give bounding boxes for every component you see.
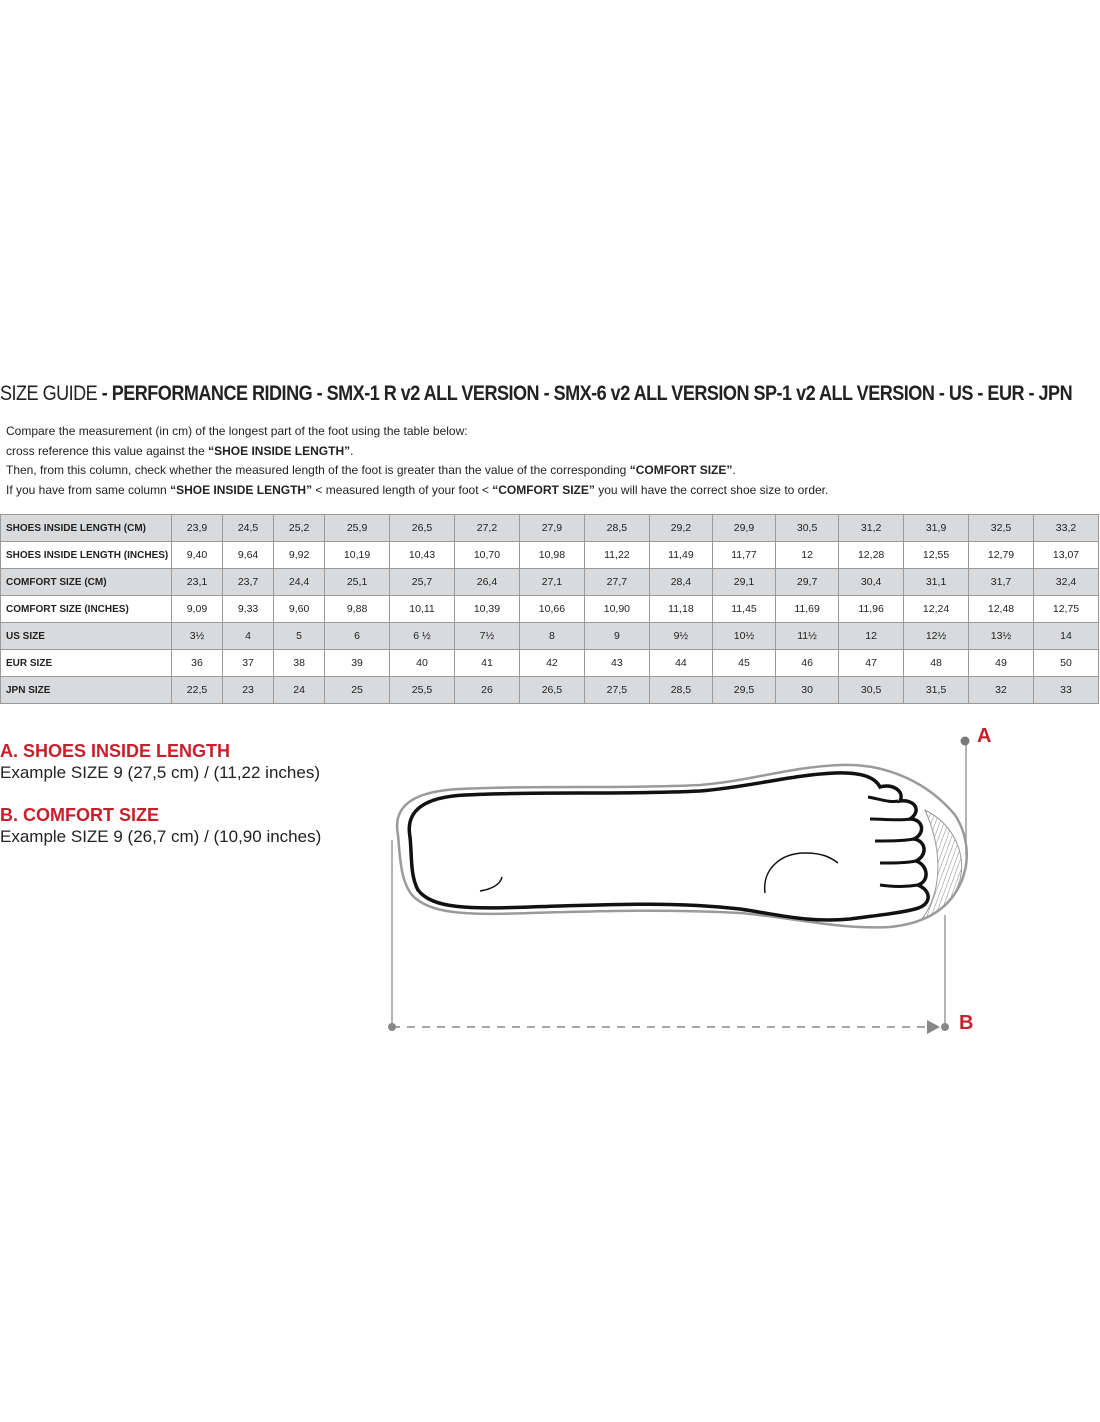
instruction-line-3 (6, 461, 828, 481)
table-cell: 31,1 (904, 569, 969, 596)
table-cell: 23,1 (172, 569, 223, 596)
table-cell: 13,07 (1034, 542, 1099, 569)
table-cell: 3½ (172, 623, 223, 650)
instruction-emphasis: “SHOE INSIDE LENGTH” (170, 482, 313, 497)
table-cell: 11,22 (584, 542, 649, 569)
table-cell: 9,60 (274, 596, 325, 623)
table-cell: 13½ (969, 623, 1034, 650)
toe-crease-1 (868, 797, 898, 802)
table-cell: 30,4 (839, 569, 904, 596)
table-cell: 40 (390, 650, 455, 677)
row-label: EUR SIZE (1, 650, 172, 677)
toe-crease-4 (880, 861, 916, 863)
table-cell: 6 ½ (390, 623, 455, 650)
table-row (1, 677, 1099, 704)
table-cell: 33 (1034, 677, 1099, 704)
table-cell: 32,5 (969, 515, 1034, 542)
table-cell: 37 (223, 650, 274, 677)
instruction-line-4 (6, 481, 828, 501)
table-cell: 23,7 (223, 569, 274, 596)
marker-a: A (977, 725, 992, 747)
table-cell: 10,66 (519, 596, 584, 623)
table-cell: 10,43 (390, 542, 455, 569)
table-cell: 12,55 (904, 542, 969, 569)
table-cell: 27,7 (584, 569, 649, 596)
table-cell: 41 (455, 650, 520, 677)
table-cell: 24 (274, 677, 325, 704)
table-cell: 43 (584, 650, 649, 677)
toe-crease-2 (870, 819, 910, 820)
table-cell: 29,2 (649, 515, 712, 542)
legend-b-text: Example SIZE 9 (26,7 cm) / (10,90 inches) (0, 827, 322, 846)
table-cell: 10,11 (390, 596, 455, 623)
toe-crease-5 (880, 885, 918, 887)
size-table-body (1, 515, 1099, 704)
row-label: COMFORT SIZE (CM) (1, 569, 172, 596)
table-row (1, 515, 1099, 542)
table-cell: 31,9 (904, 515, 969, 542)
title-prefix: SIZE GUIDE (0, 382, 98, 405)
legend (0, 740, 321, 868)
table-cell: 7½ (455, 623, 520, 650)
instruction-text: you will have the correct shoe size to order. (594, 482, 829, 497)
table-cell: 23 (223, 677, 274, 704)
table-cell: 30,5 (776, 515, 839, 542)
instruction-text: . (732, 463, 736, 477)
table-cell: 33,2 (1034, 515, 1099, 542)
row-label: COMFORT SIZE (INCHES) (1, 596, 172, 623)
table-row (1, 542, 1099, 569)
table-cell: 28,5 (584, 515, 649, 542)
table-cell: 26,5 (519, 677, 584, 704)
instruction-line-2 (6, 442, 828, 462)
table-cell: 9,33 (223, 596, 274, 623)
table-cell: 9½ (649, 623, 712, 650)
table-cell: 28,4 (649, 569, 712, 596)
instruction-text: Compare the measurement (in cm) of the longest part of the foot using the table below: (6, 424, 468, 438)
table-row (1, 650, 1099, 677)
table-cell: 12,24 (904, 596, 969, 623)
instruction-text: cross reference this value against the (6, 443, 209, 458)
instructions (6, 422, 828, 500)
table-cell: 49 (969, 650, 1034, 677)
table-cell: 25,2 (274, 515, 325, 542)
table-cell: 25,5 (390, 677, 455, 704)
a-point (961, 737, 970, 746)
table-cell: 31,2 (839, 515, 904, 542)
table-cell: 10½ (712, 623, 775, 650)
table-cell: 25,9 (325, 515, 390, 542)
instruction-emphasis: “COMFORT SIZE” (492, 482, 595, 497)
table-cell: 12,48 (969, 596, 1034, 623)
table-row (1, 623, 1099, 650)
table-cell: 9,09 (172, 596, 223, 623)
table-cell: 48 (904, 650, 969, 677)
table-cell: 23,9 (172, 515, 223, 542)
table-cell: 11,18 (649, 596, 712, 623)
table-cell: 12½ (904, 623, 969, 650)
instruction-text: If you have from same column (6, 482, 171, 497)
table-row (1, 596, 1099, 623)
table-cell: 10,90 (584, 596, 649, 623)
table-row (1, 569, 1099, 596)
table-cell: 26,5 (390, 515, 455, 542)
shoe-outline (397, 765, 967, 928)
row-label: US SIZE (1, 623, 172, 650)
table-cell: 9,92 (274, 542, 325, 569)
table-cell: 26,4 (455, 569, 520, 596)
table-cell: 10,19 (325, 542, 390, 569)
table-cell: 10,70 (455, 542, 520, 569)
table-cell: 24,4 (274, 569, 325, 596)
table-cell: 26 (455, 677, 520, 704)
table-cell: 31,5 (904, 677, 969, 704)
title-main: - PERFORMANCE RIDING - SMX-1 R v2 ALL VERSION - SMX-6 v2 ALL VERSION SP-1 v2 ALL VERSION - US - EUR - JPN (97, 382, 1073, 405)
instruction-line-1 (6, 422, 828, 442)
table-cell: 6 (325, 623, 390, 650)
table-cell: 39 (325, 650, 390, 677)
table-cell: 32 (969, 677, 1034, 704)
instruction-text: . (350, 443, 354, 458)
table-cell: 46 (776, 650, 839, 677)
table-cell: 27,5 (584, 677, 649, 704)
table-cell: 12,28 (839, 542, 904, 569)
table-cell: 10,39 (455, 596, 520, 623)
table-cell: 30,5 (839, 677, 904, 704)
table-cell: 25,1 (325, 569, 390, 596)
instruction-text: < measured length of your foot < (312, 482, 493, 497)
table-cell: 27,2 (455, 515, 520, 542)
table-cell: 9,64 (223, 542, 274, 569)
table-cell: 24,5 (223, 515, 274, 542)
ball-line (765, 853, 838, 893)
table-cell: 22,5 (172, 677, 223, 704)
table-cell: 27,9 (519, 515, 584, 542)
table-cell: 11,77 (712, 542, 775, 569)
table-cell: 11,96 (839, 596, 904, 623)
table-cell: 12 (839, 623, 904, 650)
table-cell: 25 (325, 677, 390, 704)
foot-diagram (370, 715, 1010, 1045)
table-cell: 9 (584, 623, 649, 650)
legend-a (0, 740, 321, 784)
table-cell: 10,98 (519, 542, 584, 569)
marker-b: B (959, 1012, 974, 1034)
instruction-text: Then, from this column, check whether the measured length of the foot is greater than the value of the corresponding (6, 463, 630, 477)
measure-end-dot (941, 1023, 949, 1031)
measure-start-dot (388, 1023, 396, 1031)
legend-b (0, 804, 321, 848)
instruction-emphasis: “COMFORT SIZE” (629, 463, 733, 477)
instruction-emphasis: “SHOE INSIDE LENGTH” (208, 443, 351, 458)
table-cell: 11,45 (712, 596, 775, 623)
table-cell: 27,1 (519, 569, 584, 596)
table-cell: 47 (839, 650, 904, 677)
page-title (0, 382, 1073, 406)
size-table (0, 514, 1099, 704)
table-cell: 14 (1034, 623, 1099, 650)
foot-outline (409, 773, 928, 920)
table-cell: 12,75 (1034, 596, 1099, 623)
table-cell: 9,40 (172, 542, 223, 569)
heel-crease (480, 877, 502, 891)
table-cell: 5 (274, 623, 325, 650)
legend-a-heading: A. SHOES INSIDE LENGTH (0, 741, 231, 761)
table-cell: 11,69 (776, 596, 839, 623)
table-cell: 36 (172, 650, 223, 677)
table-cell: 12,79 (969, 542, 1034, 569)
legend-a-text: Example SIZE 9 (27,5 cm) / (11,22 inches) (0, 763, 320, 782)
table-cell: 25,7 (390, 569, 455, 596)
table-cell: 4 (223, 623, 274, 650)
table-cell: 11,49 (649, 542, 712, 569)
table-cell: 8 (519, 623, 584, 650)
table-cell: 29,9 (712, 515, 775, 542)
table-cell: 31,7 (969, 569, 1034, 596)
table-cell: 45 (712, 650, 775, 677)
table-cell: 12 (776, 542, 839, 569)
table-cell: 11½ (776, 623, 839, 650)
table-cell: 50 (1034, 650, 1099, 677)
table-cell: 42 (519, 650, 584, 677)
table-cell: 28,5 (649, 677, 712, 704)
row-label: JPN SIZE (1, 677, 172, 704)
measure-arrowhead (927, 1020, 940, 1034)
legend-b-heading: B. COMFORT SIZE (0, 805, 159, 825)
table-cell: 29,7 (776, 569, 839, 596)
table-cell: 32,4 (1034, 569, 1099, 596)
row-label: SHOES INSIDE LENGTH (INCHES) (1, 542, 172, 569)
table-cell: 9,88 (325, 596, 390, 623)
table-cell: 30 (776, 677, 839, 704)
toe-crease-3 (875, 839, 914, 841)
table-cell: 29,1 (712, 569, 775, 596)
table-cell: 29,5 (712, 677, 775, 704)
table-cell: 38 (274, 650, 325, 677)
table-cell: 44 (649, 650, 712, 677)
row-label: SHOES INSIDE LENGTH (CM) (1, 515, 172, 542)
